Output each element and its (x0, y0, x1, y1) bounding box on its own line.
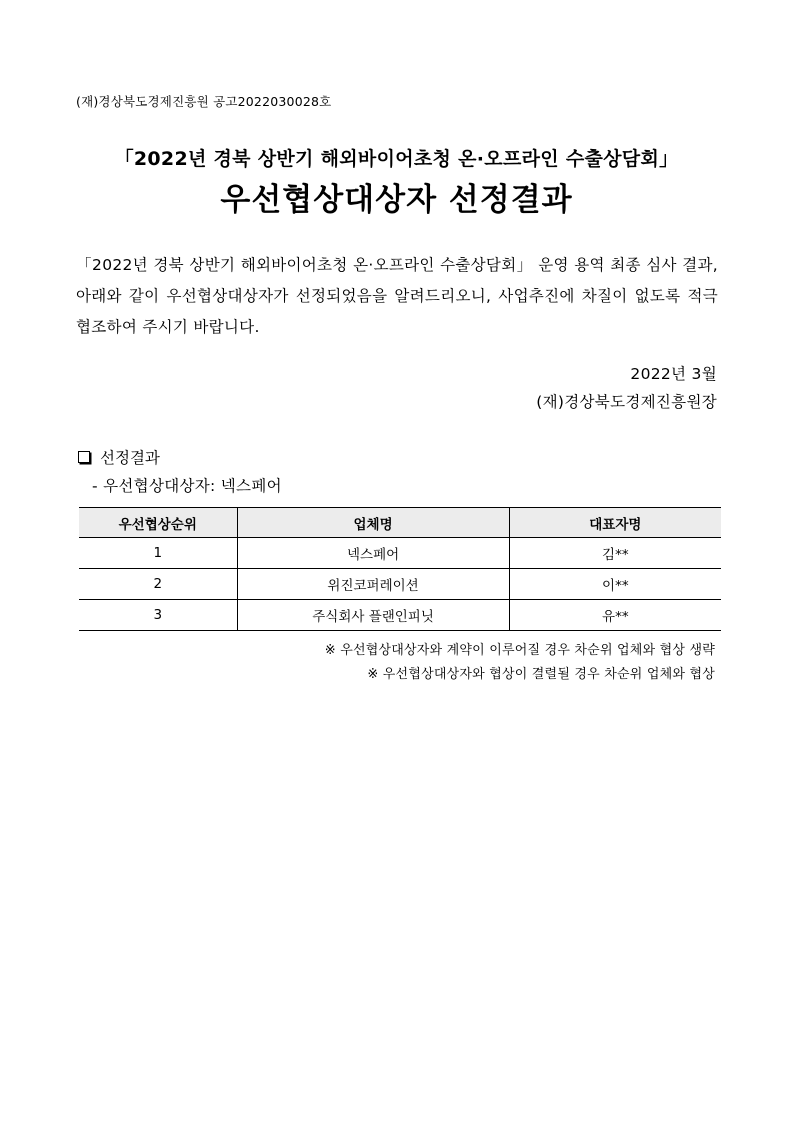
selected-vendor-line: - 우선협상대상자: 넥스페어 (92, 477, 282, 495)
table-row (79, 538, 721, 569)
section-heading (76, 446, 160, 468)
announcement-date: 2022년 3월 (630, 365, 717, 383)
note-1: ※ 우선협상대상자와 계약이 이루어질 경우 차순위 업체와 협상 생략 (324, 643, 715, 658)
body-paragraph: 「2022년 경북 상반기 해외바이어초청 온·오프라인 수출상담회」 운영 용역 최종 심사 결과, 아래와 같이 우선협상대상자가 선정되었음을 알려드리오니, 사업추진에 차질이 없도록 적극 협조하여 주시기 바랍니다. (76, 256, 718, 336)
cell-representative: 유** (509, 600, 721, 631)
square-bullet-icon (78, 451, 90, 463)
note-2: ※ 우선협상대상자와 협상이 결렬될 경우 차순위 업체와 협상 (367, 667, 715, 682)
header-rank: 우선협상순위 (79, 508, 237, 538)
table-row (79, 600, 721, 631)
results-table (79, 507, 721, 631)
notice-number: (재)경상북도경제진흥원 공고2022030028호 (76, 94, 332, 109)
header-representative: 대표자명 (509, 508, 721, 538)
title-line-2: 우선협상대상자 선정결과 (220, 182, 573, 218)
cell-rank: 3 (79, 600, 237, 631)
issuer-name: (재)경상북도경제진흥원장 (536, 393, 717, 411)
cell-company: 주식회사 플랜인피닛 (237, 600, 509, 631)
section-title: 선정결과 (100, 449, 160, 467)
cell-rank: 1 (79, 538, 237, 569)
cell-representative: 이** (509, 569, 721, 600)
title-line-1: 「2022년 경북 상반기 해외바이어초청 온·오프라인 수출상담회」 (114, 148, 679, 170)
table-row (79, 569, 721, 600)
cell-rank: 2 (79, 569, 237, 600)
cell-representative: 김** (509, 538, 721, 569)
cell-company: 넥스페어 (237, 538, 509, 569)
cell-company: 위진코퍼레이션 (237, 569, 509, 600)
header-company: 업체명 (237, 508, 509, 538)
table-header-row (79, 508, 721, 538)
